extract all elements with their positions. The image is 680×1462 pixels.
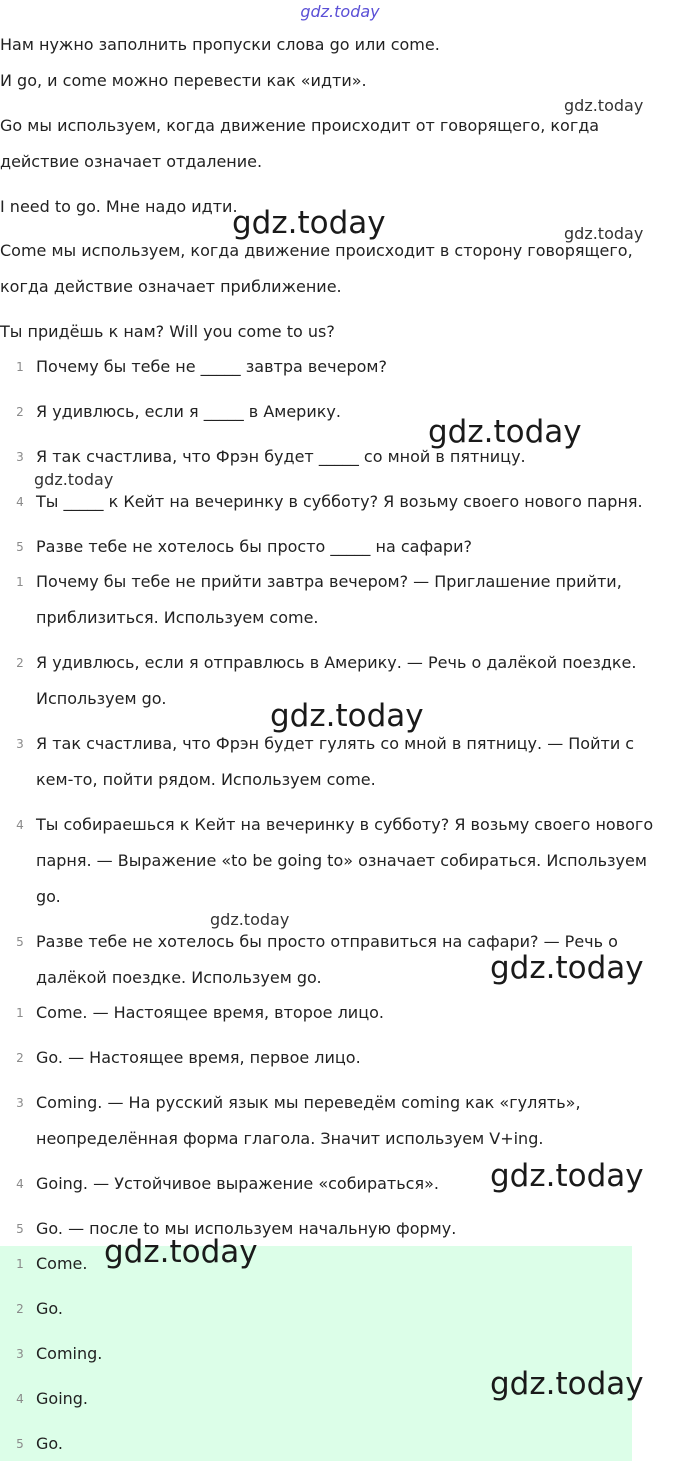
watermark: gdz.today (34, 470, 114, 489)
watermark: gdz.today (270, 698, 424, 734)
intro-paragraph: Нам нужно заполнить пропуски слова go или come. (0, 35, 440, 54)
item-text: Почему бы тебе не прийти завтра вечером? — Приглашение прийти, приблизиться. Используем come. (36, 572, 622, 627)
item-number: 3 (16, 737, 24, 751)
item-number: 1 (16, 1006, 24, 1020)
item-text: Come. (36, 1254, 88, 1273)
watermark: gdz.today (490, 950, 644, 986)
task-item (0, 529, 660, 565)
watermark: gdz.today (490, 1366, 644, 1402)
item-number: 5 (16, 1222, 24, 1236)
item-text: Разве тебе не хотелось бы просто _____ на сафари? (36, 537, 472, 556)
item-text: Почему бы тебе не _____ завтра вечером? (36, 357, 387, 376)
item-text: Coming. — На русский язык мы переведём coming как «гулять», неопределённая форма глагола. Значит используем V+ing. (36, 1093, 581, 1148)
intro-paragraph: Go мы используем, когда движение происходит от говорящего, когда действие означает отдаление. (0, 116, 600, 171)
explanation-item (0, 564, 660, 636)
watermark: gdz.today (564, 224, 644, 243)
item-number: 2 (16, 405, 24, 419)
item-text: Go. (36, 1299, 63, 1318)
item-text: Go. (36, 1434, 63, 1453)
intro-paragraph: И go, и come можно перевести как «идти». (0, 71, 367, 90)
item-number: 1 (16, 1257, 24, 1271)
item-number: 3 (16, 450, 24, 464)
watermark: gdz.today (564, 96, 644, 115)
task-item (0, 349, 660, 385)
explanation-item (0, 807, 660, 915)
top-watermark: gdz.today (300, 2, 380, 21)
watermark: gdz.today (428, 414, 582, 450)
item-text: Go. — после to мы используем начальную форму. (36, 1219, 457, 1238)
answer-item (0, 1246, 660, 1282)
form-item (0, 1040, 660, 1076)
intro-paragraph: Ты придёшь к нам? Will you come to us? (0, 322, 335, 341)
item-number: 2 (16, 1302, 24, 1316)
item-number: 4 (16, 818, 24, 832)
task-item (0, 484, 660, 520)
watermark: gdz.today (232, 205, 386, 241)
form-item (0, 1085, 660, 1157)
watermark: gdz.today (210, 910, 290, 929)
intro-paragraph: I need to go. Мне надо идти. (0, 197, 238, 216)
explanation-item (0, 726, 660, 798)
form-item (0, 1211, 660, 1247)
item-text: Ты _____ к Кейт на вечеринку в субботу? Я возьму своего нового парня. (36, 492, 643, 511)
answer-item (0, 1291, 660, 1327)
item-text: Go. — Настоящее время, первое лицо. (36, 1048, 361, 1067)
item-number: 5 (16, 1437, 24, 1451)
form-item (0, 995, 660, 1031)
item-number: 4 (16, 495, 24, 509)
item-number: 4 (16, 1392, 24, 1406)
watermark: gdz.today (490, 1158, 644, 1194)
item-text: Ты собираешься к Кейт на вечеринку в субботу? Я возьму своего нового парня. — Выражение «to be going to» означает собираться. Используем go. (36, 815, 654, 906)
item-text: Coming. (36, 1344, 103, 1363)
item-text: Я так счастлива, что Фрэн будет _____ со мной в пятницу. (36, 447, 526, 466)
item-text: Я удивлюсь, если я отправлюсь в Америку. — Речь о далёкой поездке. Используем go. (36, 653, 637, 708)
item-text: Разве тебе не хотелось бы просто отправиться на сафари? — Речь о далёкой поездке. Используем go. (36, 932, 618, 987)
item-text: Я удивлюсь, если я _____ в Америку. (36, 402, 341, 421)
intro-paragraph: Come мы используем, когда движение происходит в сторону говорящего, когда действие означает приближение. (0, 241, 633, 296)
item-number: 4 (16, 1177, 24, 1191)
item-text: Я так счастлива, что Фрэн будет гулять со мной в пятницу. — Пойти с кем-то, пойти рядом. Используем come. (36, 734, 635, 789)
item-number: 2 (16, 1051, 24, 1065)
item-number: 1 (16, 360, 24, 374)
answer-item (0, 1426, 660, 1462)
item-number: 2 (16, 656, 24, 670)
item-text: Going. (36, 1389, 89, 1408)
item-number: 1 (16, 575, 24, 589)
item-number: 5 (16, 540, 24, 554)
item-number: 3 (16, 1347, 24, 1361)
item-number: 5 (16, 935, 24, 949)
item-text: Going. — Устойчивое выражение «собираться». (36, 1174, 439, 1193)
item-text: Come. — Настоящее время, второе лицо. (36, 1003, 384, 1022)
item-number: 3 (16, 1096, 24, 1110)
watermark: gdz.today (104, 1234, 258, 1270)
